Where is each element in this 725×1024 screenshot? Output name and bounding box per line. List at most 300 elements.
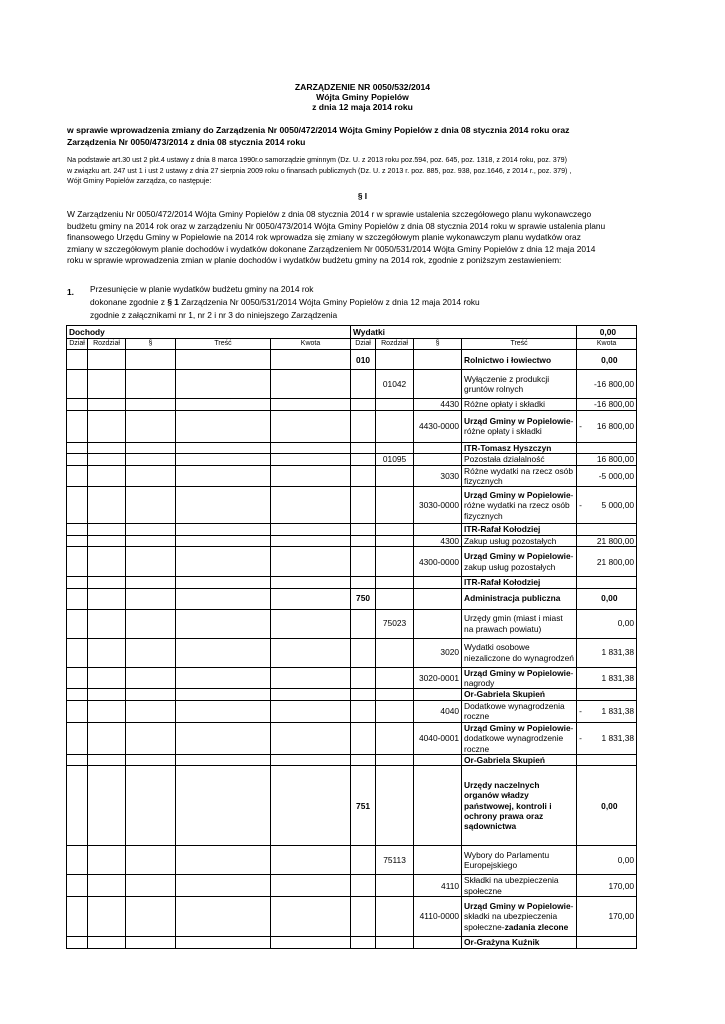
paragraph-line-3: finansowego Urzędu Gminy w Popielowie na 2014 rok wprowadza się zmiany w szczegółowym planie wykonawczym planu wydatków oraz (67, 232, 581, 242)
expense-rozdzial: 75023 (376, 609, 414, 638)
income-cell (126, 442, 176, 453)
expense-rozdzial: 75113 (376, 846, 414, 875)
expense-header-tresc: Treść (462, 339, 577, 350)
expense-tresc: Różne wydatki na rzecz osób fizycznych (462, 465, 577, 487)
income-cell (126, 754, 176, 765)
income-cell (67, 667, 88, 689)
income-cell (126, 609, 176, 638)
expense-tresc-rest: -różne opłaty i składki (464, 415, 574, 437)
income-cell (271, 897, 351, 937)
income-cell (67, 937, 88, 948)
income-cell (271, 846, 351, 875)
income-cell (271, 588, 351, 609)
income-cell (88, 667, 126, 689)
income-cell (176, 689, 271, 700)
expense-dzial (351, 547, 376, 577)
expense-dzial (351, 399, 376, 410)
income-cell (271, 410, 351, 442)
income-cell (176, 667, 271, 689)
income-cell (271, 535, 351, 546)
expense-tresc (462, 547, 577, 577)
expense-kwota: 170,00 (583, 897, 637, 937)
income-cell (88, 442, 126, 453)
expense-header-paragraf: § (414, 339, 462, 350)
expense-tresc-unit: Urząd Gminy w Popielowie (464, 551, 571, 562)
income-cell (176, 754, 271, 765)
expense-paragraf: 4040-0001 (414, 722, 462, 754)
expense-rozdzial (376, 937, 414, 948)
expense-tresc: Wybory do Parlamentu Europejskiego (462, 846, 577, 875)
expense-kwota: -5 000,00 (583, 465, 637, 487)
income-cell (176, 700, 271, 722)
income-cell (67, 754, 88, 765)
income-cell (67, 442, 88, 453)
expense-tresc-rest: -zakup usług pozostałych (464, 551, 574, 572)
legal-basis-line-1: Na podstawie art.30 ust 2 pkt.4 ustawy z dnia 8 marca 1990r.o samorządzie gminnym (Dz. U. z 2013 roku poz.594, poz. 645, poz. 1318, z 2014 roku, poz. 379) (67, 156, 567, 164)
expense-rozdzial (376, 465, 414, 487)
income-cell (88, 875, 126, 897)
income-header-paragraf: § (126, 339, 176, 350)
expense-tresc: Or-Gabriela Skupień (462, 754, 577, 765)
expense-dzial (351, 667, 376, 689)
table-title-row (67, 326, 637, 339)
expense-kwota (583, 577, 637, 588)
expense-tresc: Urzędy gmin (miast i miast na prawach powiatu) (462, 609, 577, 638)
income-cell (88, 700, 126, 722)
table-row (67, 588, 637, 609)
income-cell (67, 487, 88, 524)
expense-tresc (462, 487, 577, 524)
expense-tresc: Or-Grażyna Kuźnik (462, 937, 577, 948)
expense-kwota: 1 831,38 (583, 638, 637, 667)
table-row (67, 875, 637, 897)
expense-dzial (351, 875, 376, 897)
expense-dzial (351, 700, 376, 722)
expense-tresc: Rolnictwo i łowiectwo (462, 350, 577, 370)
income-cell (271, 667, 351, 689)
expense-kwota: 16 800,00 (583, 454, 637, 465)
paragraph-line-4: zmiany w szczegółowym planie dochodów i wydatków dokonane Zarządzeniem Nr 0050/531/2014 Wójta Gminy Popielów z dnia 12 maja 2014 (67, 244, 596, 254)
expense-kwota: 0,00 (583, 588, 637, 609)
income-cell (126, 524, 176, 535)
table-row (67, 399, 637, 410)
income-cell (88, 399, 126, 410)
income-cell (271, 399, 351, 410)
income-cell (88, 638, 126, 667)
table-row (67, 700, 637, 722)
expense-paragraf: 3030 (414, 465, 462, 487)
expense-rozdzial (376, 667, 414, 689)
income-cell (67, 399, 88, 410)
expense-dzial (351, 442, 376, 453)
table-row (67, 722, 637, 754)
expense-tresc: ITR-Tomasz Hyszczyn (462, 442, 577, 453)
income-cell (88, 577, 126, 588)
income-cell (88, 465, 126, 487)
expense-tresc: ITR-Rafał Kołodziej (462, 524, 577, 535)
income-cell (126, 547, 176, 577)
income-cell (176, 442, 271, 453)
expense-paragraf: 4430-0000 (414, 410, 462, 442)
expense-rozdzial (376, 442, 414, 453)
income-cell (176, 937, 271, 948)
income-cell (67, 897, 88, 937)
point-number: 1. (67, 287, 74, 297)
income-cell (271, 547, 351, 577)
income-cell (67, 846, 88, 875)
document-date: z dnia 12 maja 2014 roku (312, 102, 413, 112)
expense-paragraf (414, 577, 462, 588)
income-cell (126, 487, 176, 524)
expense-tresc-unit: Urząd Gminy w Popielowie (464, 722, 571, 733)
expense-rozdzial: 01042 (376, 370, 414, 399)
expense-header-dzial: Dział (351, 339, 376, 350)
income-cell (126, 667, 176, 689)
income-cell (271, 370, 351, 399)
point-line-3: zgodnie z załącznikami nr 1, nr 2 i nr 3 do niniejszego Zarządzenia (90, 310, 338, 320)
income-cell (67, 875, 88, 897)
expense-dzial (351, 487, 376, 524)
table-row (67, 370, 637, 399)
income-cell (67, 609, 88, 638)
table-row (67, 350, 637, 370)
income-cell (88, 897, 126, 937)
income-cell (176, 454, 271, 465)
expense-paragraf (414, 350, 462, 370)
table-row (67, 454, 637, 465)
income-cell (67, 689, 88, 700)
expense-kwota: 170,00 (583, 875, 637, 897)
income-cell (271, 442, 351, 453)
expense-kwota (583, 689, 637, 700)
expense-kwota: 1 831,38 (583, 722, 637, 754)
income-cell (176, 410, 271, 442)
table-row (67, 766, 637, 846)
expense-dzial: 750 (351, 588, 376, 609)
income-cell (88, 454, 126, 465)
expense-sign: - (577, 487, 583, 524)
income-cell (176, 524, 271, 535)
expense-rozdzial (376, 722, 414, 754)
expense-paragraf: 3030-0000 (414, 487, 462, 524)
income-cell (67, 577, 88, 588)
point-line-2 (90, 296, 480, 309)
income-cell (271, 609, 351, 638)
income-cell (88, 535, 126, 546)
income-cell (176, 487, 271, 524)
expense-kwota: 0,00 (583, 350, 637, 370)
table-row (67, 535, 637, 546)
income-title: Dochody (67, 326, 351, 339)
expense-sign: - (577, 700, 583, 722)
paragraph-line-2: budżetu gminy na 2014 rok oraz w zarządzeniu Nr 0050/473/2014 Wójta Gminy Popielów z dnia 08 stycznia 2014 roku w sprawie ustalenia planu (67, 221, 606, 231)
income-cell (271, 700, 351, 722)
income-cell (67, 638, 88, 667)
expense-tresc: Zakup usług pozostałych (462, 535, 577, 546)
expense-dzial (351, 577, 376, 588)
expense-kwota: 0,00 (583, 846, 637, 875)
expense-tresc: Składki na ubezpieczenia społeczne (462, 875, 577, 897)
expense-paragraf: 3020-0001 (414, 667, 462, 689)
document-issuer: Wójta Gminy Popielów (316, 92, 409, 102)
income-header-kwota: Kwota (271, 339, 351, 350)
expense-dzial: 751 (351, 766, 376, 846)
table-row (67, 754, 637, 765)
table-row (67, 638, 637, 667)
table-row (67, 937, 637, 948)
income-cell (67, 535, 88, 546)
income-cell (176, 609, 271, 638)
expense-paragraf (414, 609, 462, 638)
expense-tresc (462, 667, 577, 689)
expense-kwota (583, 937, 637, 948)
income-cell (67, 700, 88, 722)
income-cell (126, 410, 176, 442)
expense-dzial (351, 609, 376, 638)
expense-paragraf (414, 754, 462, 765)
income-cell (126, 535, 176, 546)
table-header-row (67, 339, 637, 350)
income-cell (126, 937, 176, 948)
expense-kwota: 1 831,38 (583, 667, 637, 689)
income-cell (67, 410, 88, 442)
expense-dzial (351, 937, 376, 948)
expense-title: Wydatki (351, 326, 577, 339)
budget-table (66, 325, 637, 949)
income-cell (67, 350, 88, 370)
income-cell (271, 524, 351, 535)
income-cell (126, 370, 176, 399)
expense-tresc-unit: Urząd Gminy w Popielowie (464, 667, 571, 678)
income-cell (67, 588, 88, 609)
expense-kwota: 5 000,00 (583, 487, 637, 524)
income-cell (271, 465, 351, 487)
expense-tresc: Wydatki osobowe niezaliczone do wynagrodzeń (462, 638, 577, 667)
expense-paragraf: 4300-0000 (414, 547, 462, 577)
income-cell (67, 454, 88, 465)
income-cell (67, 465, 88, 487)
table-row (67, 846, 637, 875)
expense-dzial (351, 754, 376, 765)
expense-total: 0,00 (577, 326, 637, 339)
expense-dzial (351, 465, 376, 487)
point-line-1: Przesunięcie w planie wydatków budżetu gminy na 2014 rok (90, 284, 314, 294)
expense-tresc: Różne opłaty i składki (462, 399, 577, 410)
income-cell (176, 588, 271, 609)
table-row (67, 577, 637, 588)
income-header-tresc: Treść (176, 339, 271, 350)
expense-kwota: 21 800,00 (583, 535, 637, 546)
income-cell (176, 370, 271, 399)
table-row (67, 487, 637, 524)
income-cell (126, 875, 176, 897)
income-cell (271, 937, 351, 948)
income-cell (176, 465, 271, 487)
paragraph-line-1: W Zarządzeniu Nr 0050/472/2014 Wójta Gminy Popielów z dnia 08 stycznia 2014 r w sprawie ustalenia szczegółowego planu wykonawczego (67, 209, 592, 219)
income-cell (176, 846, 271, 875)
expense-tresc: Administracja publiczna (462, 588, 577, 609)
expense-tresc-unit: Urząd Gminy w Popielowie (464, 415, 571, 426)
income-cell (88, 754, 126, 765)
table-row (67, 465, 637, 487)
expense-rozdzial (376, 638, 414, 667)
income-cell (126, 350, 176, 370)
income-cell (271, 487, 351, 524)
income-cell (271, 350, 351, 370)
expense-dzial (351, 897, 376, 937)
income-cell (88, 846, 126, 875)
expense-tresc (462, 410, 577, 442)
expense-dzial (351, 410, 376, 442)
income-cell (126, 454, 176, 465)
income-cell (88, 588, 126, 609)
expense-tresc: ITR-Rafał Kołodziej (462, 577, 577, 588)
income-cell (126, 700, 176, 722)
expense-paragraf (414, 937, 462, 948)
expense-kwota (583, 524, 637, 535)
expense-paragraf (414, 442, 462, 453)
expense-kwota: 16 800,00 (583, 410, 637, 442)
income-cell (88, 350, 126, 370)
expense-kwota (583, 754, 637, 765)
income-cell (126, 897, 176, 937)
income-cell (88, 370, 126, 399)
income-cell (176, 766, 271, 846)
subject-line-1: w sprawie wprowadzenia zmiany do Zarządzenia Nr 0050/472/2014 Wójta Gminy Popielów z dnia 08 stycznia 2014 roku oraz (67, 125, 570, 135)
expense-dzial (351, 638, 376, 667)
expense-header-rozdzial: Rozdział (376, 339, 414, 350)
income-cell (126, 465, 176, 487)
expense-tresc-unit: Urząd Gminy w Popielowie (464, 901, 571, 912)
expense-paragraf: 4110 (414, 875, 462, 897)
income-cell (126, 846, 176, 875)
income-cell (176, 577, 271, 588)
income-cell (176, 638, 271, 667)
expense-paragraf (414, 524, 462, 535)
expense-rozdzial (376, 547, 414, 577)
income-cell (271, 454, 351, 465)
section-mark: § I (357, 191, 368, 201)
subject-line-2: Zarządzenia Nr 0050/473/2014 z dnia 08 stycznia 2014 roku (67, 137, 306, 147)
expense-dzial: 010 (351, 350, 376, 370)
income-cell (271, 638, 351, 667)
income-cell (271, 766, 351, 846)
point-line-2-pre: dokonane zgodnie z (90, 297, 168, 307)
expense-rozdzial (376, 897, 414, 937)
expense-kwota: 0,00 (583, 609, 637, 638)
income-cell (271, 722, 351, 754)
expense-tresc-unit: Urząd Gminy w Popielowie (464, 489, 571, 500)
income-cell (176, 875, 271, 897)
expense-rozdzial: 01095 (376, 454, 414, 465)
expense-tresc-rest: -nagrody (464, 667, 574, 689)
income-cell (88, 410, 126, 442)
income-cell (271, 577, 351, 588)
expense-tresc-tail: zadania zlecone (504, 921, 569, 932)
expense-rozdzial (376, 350, 414, 370)
expense-rozdzial (376, 700, 414, 722)
income-cell (126, 766, 176, 846)
income-cell (67, 524, 88, 535)
income-cell (271, 754, 351, 765)
expense-tresc: Or-Gabriela Skupień (462, 689, 577, 700)
expense-kwota (583, 442, 637, 453)
income-cell (126, 638, 176, 667)
income-cell (176, 547, 271, 577)
expense-paragraf (414, 588, 462, 609)
income-cell (88, 937, 126, 948)
expense-rozdzial (376, 588, 414, 609)
point-line-2-post: Zarządzenia Nr 0050/531/2014 Wójta Gminy Popielów z dnia 12 maja 2014 roku (178, 297, 480, 307)
expense-dzial (351, 846, 376, 875)
expense-kwota: 21 800,00 (583, 547, 637, 577)
expense-paragraf (414, 846, 462, 875)
income-cell (67, 547, 88, 577)
table-row (67, 689, 637, 700)
expense-rozdzial (376, 766, 414, 846)
income-cell (271, 875, 351, 897)
income-cell (126, 399, 176, 410)
expense-paragraf (414, 689, 462, 700)
expense-tresc: Pozostała działalność (462, 454, 577, 465)
expense-rozdzial (376, 487, 414, 524)
income-header-dzial: Dział (67, 339, 88, 350)
expense-rozdzial (376, 410, 414, 442)
expense-tresc (462, 897, 577, 937)
expense-paragraf: 4040 (414, 700, 462, 722)
expense-dzial (351, 454, 376, 465)
expense-kwota: 0,00 (583, 766, 637, 846)
expense-dzial (351, 370, 376, 399)
income-cell (67, 370, 88, 399)
income-cell (126, 722, 176, 754)
legal-basis-line-3: Wójt Gminy Popielów zarządza, co następuje: (67, 177, 212, 185)
income-cell (88, 547, 126, 577)
expense-sign: - (577, 410, 583, 442)
expense-kwota: -16 800,00 (583, 370, 637, 399)
expense-paragraf (414, 370, 462, 399)
expense-paragraf: 3020 (414, 638, 462, 667)
income-cell (67, 722, 88, 754)
table-row (67, 524, 637, 535)
table-row (67, 410, 637, 442)
income-cell (126, 689, 176, 700)
expense-rozdzial (376, 535, 414, 546)
income-cell (88, 524, 126, 535)
income-header-rozdzial: Rozdział (88, 339, 126, 350)
income-cell (176, 399, 271, 410)
expense-rozdzial (376, 577, 414, 588)
expense-rozdzial (376, 754, 414, 765)
expense-dzial (351, 524, 376, 535)
expense-tresc (462, 722, 577, 754)
expense-rozdzial (376, 689, 414, 700)
table-row (67, 667, 637, 689)
expense-rozdzial (376, 399, 414, 410)
expense-dzial (351, 535, 376, 546)
table-row (67, 442, 637, 453)
expense-rozdzial (376, 524, 414, 535)
income-cell (126, 588, 176, 609)
table-row (67, 897, 637, 937)
expense-kwota: -16 800,00 (583, 399, 637, 410)
expense-dzial (351, 722, 376, 754)
expense-paragraf: 4300 (414, 535, 462, 546)
expense-header-kwota: Kwota (577, 339, 637, 350)
expense-tresc-rest: -składki na ubezpieczenia społeczne- (464, 901, 574, 932)
expense-paragraf (414, 766, 462, 846)
expense-tresc: Wyłączenie z produkcji gruntów rolnych (462, 370, 577, 399)
